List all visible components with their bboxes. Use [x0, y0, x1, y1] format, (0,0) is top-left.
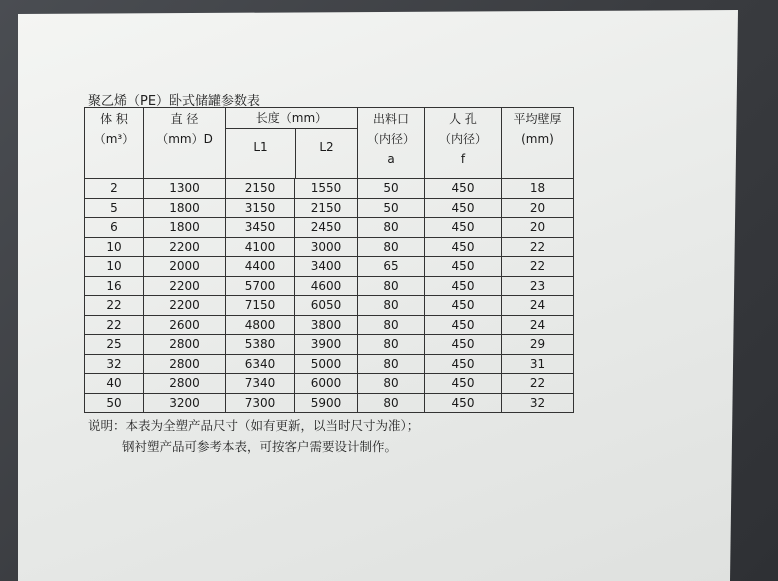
table-cell: 6	[85, 218, 144, 238]
table-cell: 50	[358, 198, 425, 218]
table-cell: 5900	[295, 393, 358, 413]
table-cell: 1300	[144, 179, 226, 199]
header-length: 长度（mm） L1 L2	[226, 108, 358, 179]
table-cell: 7300	[226, 393, 295, 413]
table-row	[85, 393, 574, 413]
table-row	[85, 315, 574, 335]
table-cell: 450	[425, 179, 502, 199]
table-row	[85, 276, 574, 296]
table-cell: 80	[358, 354, 425, 374]
table-cell: 450	[425, 335, 502, 355]
table-row	[85, 179, 574, 199]
document-title: 聚乙烯（PE）卧式储罐参数表	[88, 94, 261, 109]
table-row	[85, 335, 574, 355]
table-cell: 65	[358, 257, 425, 277]
table-cell: 450	[425, 315, 502, 335]
table-cell: 3450	[226, 218, 295, 238]
table-cell: 450	[425, 257, 502, 277]
header-diameter: 直 径 （mm）D	[144, 108, 226, 179]
table-cell: 24	[502, 315, 574, 335]
header-manhole: 人 孔 （内径） f	[425, 108, 502, 179]
table-cell: 1550	[295, 179, 358, 199]
table-cell: 22	[85, 296, 144, 316]
table-cell: 20	[502, 218, 574, 238]
header-l1: L1	[226, 129, 296, 178]
table-cell: 2800	[144, 335, 226, 355]
table-cell: 4600	[295, 276, 358, 296]
note-line-2: 钢衬塑产品可参考本表，可按客户需要设计制作。	[122, 439, 398, 454]
table-cell: 2600	[144, 315, 226, 335]
table-cell: 3800	[295, 315, 358, 335]
table-cell: 3150	[226, 198, 295, 218]
header-volume: 体 积 （m³）	[85, 108, 144, 179]
header-outlet: 出料口 （内径） a	[358, 108, 425, 179]
table-cell: 16	[85, 276, 144, 296]
table-header-row	[85, 108, 574, 179]
table-cell: 450	[425, 354, 502, 374]
table-cell: 1800	[144, 198, 226, 218]
table-cell: 25	[85, 335, 144, 355]
table-cell: 2200	[144, 296, 226, 316]
table-cell: 80	[358, 393, 425, 413]
table-cell: 80	[358, 237, 425, 257]
table-cell: 3000	[295, 237, 358, 257]
table-cell: 2800	[144, 374, 226, 394]
table-cell: 80	[358, 296, 425, 316]
table-cell: 24	[502, 296, 574, 316]
table-row	[85, 198, 574, 218]
table-cell: 22	[502, 257, 574, 277]
table-cell: 80	[358, 335, 425, 355]
table-cell: 22	[85, 315, 144, 335]
table-cell: 6340	[226, 354, 295, 374]
header-l2: L2	[319, 140, 334, 154]
table-cell: 20	[502, 198, 574, 218]
table-cell: 6050	[295, 296, 358, 316]
table-cell: 40	[85, 374, 144, 394]
table-cell: 31	[502, 354, 574, 374]
table-cell: 7340	[226, 374, 295, 394]
table-row	[85, 354, 574, 374]
table-cell: 5000	[295, 354, 358, 374]
table-cell: 80	[358, 374, 425, 394]
table-cell: 22	[502, 237, 574, 257]
table-cell: 4400	[226, 257, 295, 277]
table-cell: 1800	[144, 218, 226, 238]
table-cell: 80	[358, 276, 425, 296]
table-cell: 450	[425, 218, 502, 238]
table-cell: 2200	[144, 276, 226, 296]
table-cell: 2800	[144, 354, 226, 374]
table-cell: 10	[85, 237, 144, 257]
table-cell: 2200	[144, 237, 226, 257]
header-wall-thickness: 平均壁厚 (mm)	[502, 108, 574, 179]
parameter-table	[84, 107, 574, 413]
table-cell: 6000	[295, 374, 358, 394]
table-cell: 50	[358, 179, 425, 199]
table-cell: 450	[425, 393, 502, 413]
table-cell: 10	[85, 257, 144, 277]
note-line-1: 说明：本表为全塑产品尺寸（如有更新，以当时尺寸为准）；	[88, 418, 420, 433]
table-cell: 450	[425, 276, 502, 296]
table-cell: 4100	[226, 237, 295, 257]
table-cell: 32	[502, 393, 574, 413]
table-cell: 5380	[226, 335, 295, 355]
table-cell: 450	[425, 374, 502, 394]
table-cell: 23	[502, 276, 574, 296]
table-cell: 3400	[295, 257, 358, 277]
table-cell: 2000	[144, 257, 226, 277]
table-row	[85, 374, 574, 394]
table-cell: 450	[425, 237, 502, 257]
table-cell: 5	[85, 198, 144, 218]
table-cell: 80	[358, 315, 425, 335]
table-cell: 18	[502, 179, 574, 199]
table-row	[85, 257, 574, 277]
table-row	[85, 296, 574, 316]
table-cell: 4800	[226, 315, 295, 335]
table-cell: 22	[502, 374, 574, 394]
table-row	[85, 218, 574, 238]
table-cell: 32	[85, 354, 144, 374]
table-cell: 80	[358, 218, 425, 238]
table-cell: 7150	[226, 296, 295, 316]
table-cell: 2450	[295, 218, 358, 238]
table-cell: 50	[85, 393, 144, 413]
table-cell: 2150	[226, 179, 295, 199]
table-cell: 3200	[144, 393, 226, 413]
table-cell: 2	[85, 179, 144, 199]
table-cell: 2150	[295, 198, 358, 218]
table-cell: 450	[425, 198, 502, 218]
table-cell: 3900	[295, 335, 358, 355]
table-cell: 5700	[226, 276, 295, 296]
table-row	[85, 237, 574, 257]
table-cell: 450	[425, 296, 502, 316]
table-cell: 29	[502, 335, 574, 355]
